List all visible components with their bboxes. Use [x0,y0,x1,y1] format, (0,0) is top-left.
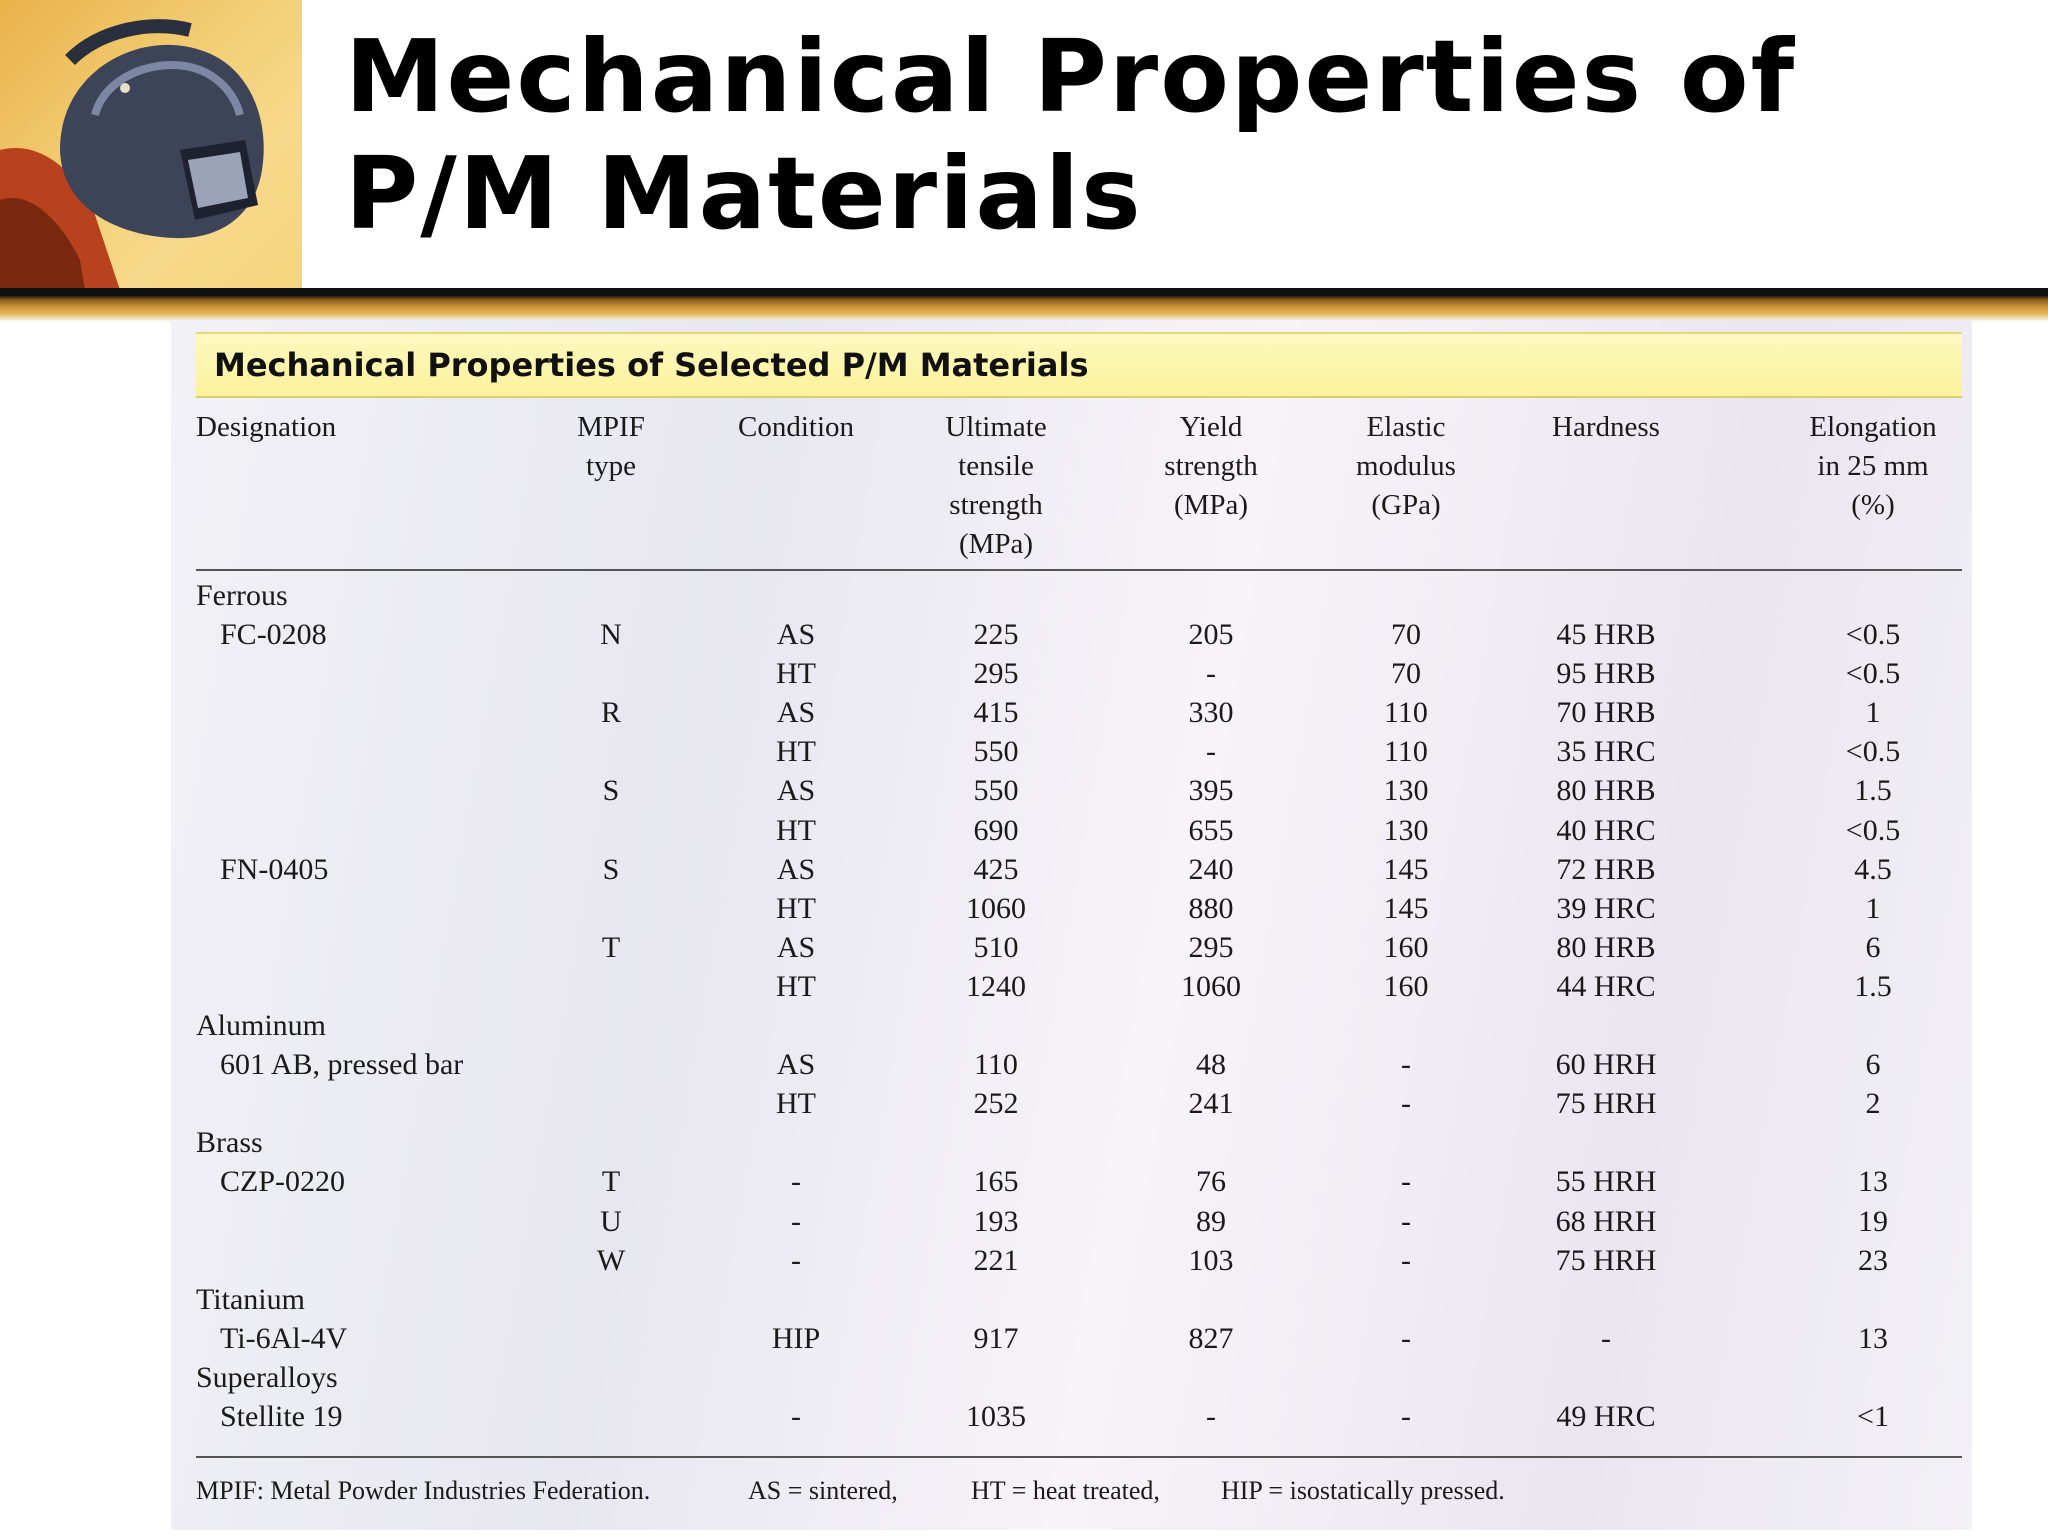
cell-yield: 76 [1196,1165,1226,1199]
cell-mpif-type: T [601,930,621,964]
cell-elongation: <1 [1857,1399,1889,1433]
cell-hardness: 80 HRB [1556,774,1656,808]
cell-uts: 550 [973,774,1019,808]
cell-uts: 425 [973,852,1019,886]
cell-elastic: - [1401,1243,1411,1277]
cell-elastic: 130 [1383,774,1429,808]
cell-uts: 221 [973,1243,1019,1277]
group-row [196,576,1962,615]
header-mpif-type: MPIF type [577,411,645,482]
cell-yield: 295 [1188,930,1234,964]
cell-elongation: 6 [1865,1048,1881,1082]
cell-elastic: - [1401,1048,1411,1082]
cell-elongation: 1 [1865,891,1881,925]
cell-yield: 1060 [1181,969,1241,1003]
header-hardness: Hardness [1552,411,1660,443]
table-row [196,1397,1962,1436]
cell-hardness: 45 HRB [1556,618,1656,652]
cell-hardness: 80 HRB [1556,930,1656,964]
footnote-mpif: MPIF: Metal Powder Industries Federation. [196,1476,651,1505]
cell-uts: 917 [973,1321,1019,1355]
table-caption: Mechanical Properties of Selected P/M Materials [196,332,1962,398]
cell-condition: - [791,1204,801,1238]
cell-yield: - [1206,1399,1216,1433]
cell-elastic: - [1401,1087,1411,1121]
header-elastic: Elastic modulus (GPa) [1356,411,1456,521]
cell-elongation: 13 [1858,1165,1888,1199]
table-row [196,1084,1962,1123]
cell-designation: Ti-6Al-4V [220,1321,348,1355]
cell-uts: 1240 [966,969,1026,1003]
cell-yield: 240 [1188,852,1234,886]
cell-mpif-type: R [600,696,621,730]
cell-condition: HT [776,1087,816,1121]
cell-uts: 1060 [966,891,1026,925]
cell-mpif-type: T [601,1165,621,1199]
cell-designation: Ferrous [196,579,288,612]
cell-yield: 655 [1188,813,1234,847]
cell-elongation: <0.5 [1845,657,1901,691]
footnote-hip: HIP = isostatically pressed. [1221,1476,1505,1505]
cell-designation: Aluminum [196,1009,327,1043]
cell-mpif-type: N [600,618,622,652]
cell-uts: 193 [973,1204,1019,1238]
cell-hardness: 49 HRC [1556,1399,1656,1433]
cell-elastic: 160 [1383,969,1429,1003]
cell-elongation: <0.5 [1845,813,1901,847]
cell-yield: 241 [1188,1087,1234,1121]
cell-elastic: 145 [1383,852,1429,886]
table-row [196,811,1962,850]
cell-condition: AS [776,774,816,808]
cell-hardness: - [1601,1321,1611,1355]
cell-elongation: 1 [1865,696,1881,730]
cell-condition: AS [776,618,816,652]
cell-elongation: 4.5 [1854,852,1892,886]
footnote-ht: HT = heat treated, [971,1476,1160,1505]
cell-yield: 205 [1188,618,1234,652]
cell-mpif-type: U [600,1204,622,1238]
slide-title: Mechanical Properties of P/M Materials [345,18,1797,252]
cell-condition: HT [776,969,816,1003]
cell-elastic: 70 [1391,657,1421,691]
cell-condition: - [791,1399,801,1433]
welder-helmet-icon [0,0,302,290]
cell-designation: CZP-0220 [220,1165,346,1199]
cell-hardness: 40 HRC [1556,813,1656,847]
table-row [196,771,1962,810]
title-underline [0,288,2048,322]
cell-designation: Stellite 19 [220,1399,343,1433]
cell-uts: 550 [973,735,1019,769]
cell-designation: Brass [196,1126,263,1160]
cell-mpif-type: S [602,852,620,886]
footer-rule [196,1456,1962,1458]
cell-yield: - [1206,735,1216,769]
table-row [196,967,1962,1006]
cell-uts: 690 [973,813,1019,847]
cell-elongation: 6 [1865,930,1881,964]
cell-yield: 395 [1188,774,1234,808]
group-row [196,1280,1962,1319]
table-body [196,576,1962,1436]
cell-condition: HT [776,813,816,847]
cell-designation: 601 AB, pressed bar [220,1048,464,1082]
cell-yield: 827 [1188,1321,1234,1355]
table-header [196,408,1962,568]
cell-elastic: 70 [1391,618,1421,652]
table-row [196,1045,1962,1084]
table-figure [171,320,1972,1530]
header-designation: Designation [196,411,337,443]
cell-hardness: 68 HRH [1555,1204,1657,1238]
footnote-as: AS = sintered, [748,1476,898,1505]
cell-elastic: - [1401,1321,1411,1355]
cell-mpif-type: W [596,1243,626,1277]
cell-uts: 415 [973,696,1019,730]
cell-uts: 225 [973,618,1019,652]
cell-hardness: 72 HRB [1556,852,1656,886]
cell-uts: 1035 [966,1399,1026,1433]
cell-yield: 880 [1188,891,1234,925]
cell-yield: 103 [1188,1243,1234,1277]
cell-mpif-type: S [602,774,620,808]
table-row [196,654,1962,693]
cell-condition: HIP [771,1321,821,1355]
cell-elongation: 19 [1858,1204,1888,1238]
cell-condition: AS [776,696,816,730]
cell-hardness: 44 HRC [1556,969,1656,1003]
cell-elastic: 110 [1384,696,1428,730]
cell-elastic: - [1401,1165,1411,1199]
cell-designation: FN-0405 [220,852,329,886]
cell-yield: 330 [1188,696,1234,730]
cell-uts: 252 [973,1087,1019,1121]
cell-designation: Titanium [196,1282,305,1316]
table-row [196,732,1962,771]
cell-yield: - [1206,657,1216,691]
cell-hardness: 70 HRB [1556,696,1656,730]
cell-hardness: 39 HRC [1556,891,1656,925]
cell-designation: FC-0208 [220,618,327,652]
group-row [196,1123,1962,1162]
cell-hardness: 95 HRB [1556,657,1656,691]
cell-uts: 295 [973,657,1019,691]
table-row [196,1319,1962,1358]
table-row [196,850,1962,889]
cell-uts: 165 [973,1165,1019,1199]
cell-designation: Superalloys [196,1360,338,1394]
cell-hardness: 35 HRC [1556,735,1656,769]
cell-hardness: 55 HRH [1555,1165,1657,1199]
cell-condition: AS [776,930,816,964]
cell-elongation: 13 [1858,1321,1888,1355]
cell-elongation: <0.5 [1845,735,1901,769]
cell-elongation: 23 [1858,1243,1888,1277]
cell-uts: 110 [974,1048,1018,1082]
header-rule [196,569,1962,571]
cell-elastic: 160 [1383,930,1429,964]
table-row [196,889,1962,928]
cell-elastic: 130 [1383,813,1429,847]
header-yield: Yield strength (MPa) [1164,411,1258,521]
cell-condition: - [791,1165,801,1199]
cell-condition: HT [776,657,816,691]
table-row [196,1202,1962,1241]
cell-condition: - [791,1243,801,1277]
table-row [196,1241,1962,1280]
cell-hardness: 60 HRH [1555,1048,1657,1082]
cell-yield: 89 [1196,1204,1226,1238]
table-row [196,928,1962,967]
group-row [196,1006,1962,1045]
header-elongation: Elongation in 25 mm (%) [1809,411,1937,521]
cell-hardness: 75 HRH [1555,1243,1657,1277]
cell-condition: HT [776,735,816,769]
cell-elastic: 110 [1384,735,1428,769]
header-uts: Ultimate tensile strength (MPa) [945,411,1047,560]
cell-condition: HT [776,891,816,925]
cell-elongation: 1.5 [1854,969,1892,1003]
welder-photo [0,0,302,290]
cell-condition: AS [776,852,816,886]
header-condition: Condition [737,411,854,443]
table-row [196,693,1962,732]
cell-elastic: - [1401,1204,1411,1238]
cell-uts: 510 [973,930,1019,964]
cell-elongation: <0.5 [1845,618,1901,652]
cell-condition: AS [776,1048,816,1082]
cell-yield: 48 [1196,1048,1226,1082]
cell-hardness: 75 HRH [1555,1087,1657,1121]
cell-elongation: 1.5 [1854,774,1892,808]
cell-elastic: 145 [1383,891,1429,925]
cell-elastic: - [1401,1399,1411,1433]
table-row [196,615,1962,654]
group-row [196,1358,1962,1397]
cell-elongation: 2 [1865,1087,1881,1121]
table-row [196,1162,1962,1201]
